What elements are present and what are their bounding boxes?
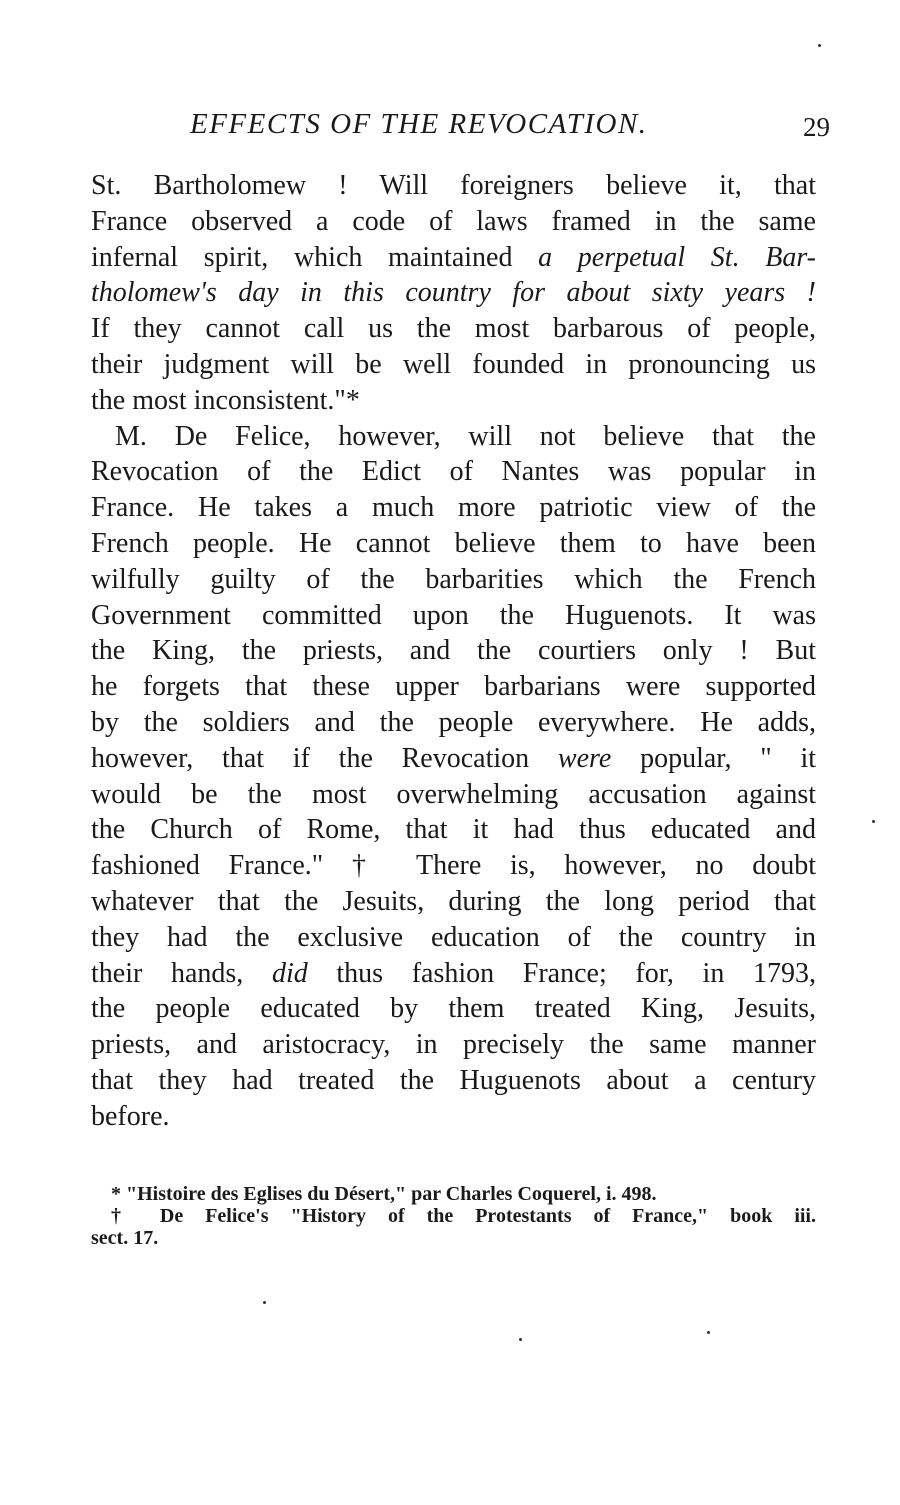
text-line: they had the exclusive education of the country in <box>91 921 816 953</box>
text-line: France. He takes a much more patriotic view of the <box>91 492 816 524</box>
text-line: Revocation of the Edict of Nantes was popular in <box>91 456 816 488</box>
text-line: the people educated by them treated King, Jesuits, <box>91 993 816 1025</box>
text-line <box>91 741 816 777</box>
text-line <box>91 240 816 276</box>
body-text <box>91 168 816 1135</box>
text-line <box>91 956 816 992</box>
footnote-continuation: sect. 17. <box>91 1227 159 1249</box>
text-line: French people. He cannot believe them to have been <box>91 527 816 559</box>
text-line: St. Bartholomew ! Will foreigners believe it, that <box>91 170 816 201</box>
italic-run: tholomew's day in this country for about sixty years ! <box>91 277 816 309</box>
text-line: Government committed upon the Huguenots. It was <box>91 599 816 631</box>
text-run: their hands, <box>91 957 272 989</box>
italic-run: did <box>271 957 308 989</box>
text-line: If they cannot call us the most barbarous of people, <box>91 313 816 345</box>
text-line: before. <box>91 1100 170 1132</box>
page-number: 29 <box>803 112 830 142</box>
paper-speck <box>263 1301 266 1304</box>
text-line <box>91 275 816 311</box>
paper-speck <box>707 1331 710 1334</box>
text-line: by the soldiers and the people everywhere. He adds, <box>91 706 816 738</box>
text-line: the most inconsistent."* <box>91 384 360 416</box>
footnotes <box>91 1183 816 1249</box>
text-line: whatever that the Jesuits, during the long period that <box>91 885 816 917</box>
text-line: would be the most overwhelming accusation against <box>91 778 816 810</box>
text-line: he forgets that these upper barbarians were supported <box>91 671 816 703</box>
text-run: however, that if the Revocation <box>91 742 558 774</box>
text-line: M. De Felice, however, will not believe that the <box>115 420 816 452</box>
text-line: wilfully guilty of the barbarities which the French <box>91 563 816 595</box>
text-run: popular, " it <box>611 742 817 774</box>
italic-run: were <box>557 742 612 774</box>
text-line: that they had treated the Huguenots about a century <box>91 1064 816 1096</box>
running-head <box>190 108 830 148</box>
text-line: the King, the priests, and the courtiers only ! But <box>91 635 816 667</box>
text-line: France observed a code of laws framed in the same <box>91 205 816 237</box>
text-run: thus fashion France; for, in 1793, <box>307 957 816 989</box>
running-title: EFFECTS OF THE REVOCATION. <box>190 108 648 140</box>
paper-speck <box>872 820 875 823</box>
footnote: * "Histoire des Eglises du Désert," par Charles Coquerel, i. 498. <box>111 1183 657 1205</box>
paper-speck <box>818 44 821 47</box>
paper-speck <box>519 1338 522 1341</box>
italic-run: a perpetual St. Bar- <box>538 241 817 273</box>
footnote: † De Felice's "History of the Protestants of France," book iii. <box>111 1205 816 1227</box>
text-line: the Church of Rome, that it had thus educated and <box>91 814 816 846</box>
text-line: fashioned France." † There is, however, no doubt <box>91 850 816 882</box>
text-line: their judgment will be well founded in pronouncing us <box>91 348 816 380</box>
text-run: infernal spirit, which maintained <box>91 241 539 273</box>
text-line: priests, and aristocracy, in precisely the same manner <box>91 1029 816 1061</box>
